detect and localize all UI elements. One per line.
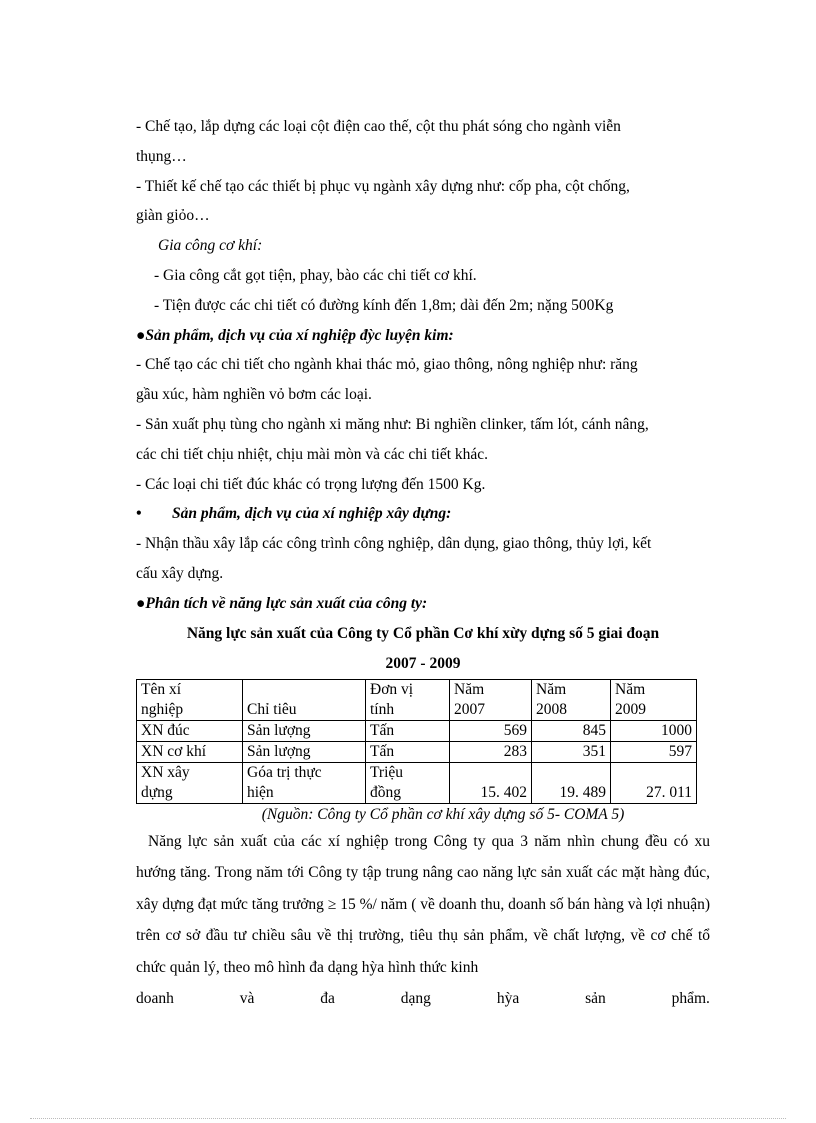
- table-row: [137, 720, 697, 741]
- table-cell: 283: [450, 741, 532, 762]
- text-line: các chi tiết chịu nhiệt, chịu mài mòn và các chi tiết khác.: [136, 445, 489, 463]
- section-heading-text: Sản phẩm, dịch vụ của xí nghiệp xây dựng:: [172, 505, 452, 523]
- word: hỳa: [496, 990, 520, 1008]
- bullet-icon: •: [136, 505, 142, 523]
- capacity-table: [136, 679, 697, 804]
- table-cell: 845: [532, 720, 611, 741]
- table-cell: XN đúc: [137, 720, 243, 741]
- text-line: - Chế tạo các chi tiết cho ngành khai thác mỏ, giao thông, nông nghiệp như: răng: [136, 356, 638, 374]
- word: phẩm.: [671, 990, 710, 1008]
- text-line: giàn giỏo…: [136, 207, 210, 225]
- table-caption: Năng lực sản xuất của Công ty Cổ phần Cơ khí xừy dựng số 5 giai đoạn: [186, 624, 660, 642]
- text-line: thụng…: [136, 147, 187, 165]
- text-line: - Gia công cắt gọt tiện, phay, bào các chi tiết cơ khí.: [154, 266, 477, 284]
- table-cell: Góa trị thực hiện: [243, 762, 366, 803]
- table-cell: Sản lượng: [243, 720, 366, 741]
- text-line: - Nhận thầu xây lắp các công trình công nghiệp, dân dụng, giao thông, thủy lợi, kết: [136, 535, 652, 553]
- header-cell: Tên xí nghiệp: [137, 679, 243, 720]
- table-cell: 15. 402: [450, 762, 532, 803]
- subheading: Gia công cơ khí:: [158, 237, 263, 255]
- table-cell: Triệu đồng: [366, 762, 450, 803]
- header-cell: Năm 2008: [532, 679, 611, 720]
- header-cell: Đơn vị tính: [366, 679, 450, 720]
- word: và: [239, 990, 255, 1008]
- document-page: [136, 112, 710, 1015]
- table-caption-years: 2007 - 2009: [385, 654, 461, 672]
- text-line: cấu xây dựng.: [136, 564, 224, 582]
- text-line: - Các loại chi tiết đúc khác có trọng lượng đến 1500 Kg.: [136, 475, 486, 493]
- table-cell: Tấn: [366, 741, 450, 762]
- table-cell: 597: [611, 741, 697, 762]
- header-cell: Chỉ tiêu: [243, 679, 366, 720]
- table-cell: 1000: [611, 720, 697, 741]
- table-cell: XN cơ khí: [137, 741, 243, 762]
- table-row: [137, 762, 697, 803]
- table-cell: Tấn: [366, 720, 450, 741]
- header-cell: Năm 2007: [450, 679, 532, 720]
- table-cell: 351: [532, 741, 611, 762]
- body-paragraph: Năng lực sản xuất của các xí nghiệp trong Công ty qua 3 năm nhìn chung đều có xu hướng tăng. Trong năm tới Công ty tập trung nâng cao năng lực sản xuất các mặt hàng đúc, xây dựng đạt mức tăng trưởng ≥ 15 %/ năm ( về doanh thu, doanh số bán hàng và lợi nhuận) trên cơ sở đầu tư chiều sâu về thị trường, tiêu thụ sản phẩm, về chất lượng, về cơ chế tổ chức quản lý, theo mô hình đa dạng hỳa hình thức kinh: [136, 832, 710, 976]
- table-source: (Nguồn: Công ty Cổ phần cơ khí xây dựng số 5- COMA 5): [261, 805, 625, 823]
- header-cell: Năm 2009: [611, 679, 697, 720]
- word: doanh: [136, 990, 174, 1008]
- word: dạng: [400, 990, 431, 1008]
- table-cell: XN xây dựng: [137, 762, 243, 803]
- text-line: gầu xúc, hàm nghiền vỏ bơm các loại.: [136, 386, 372, 404]
- text-line: - Chế tạo, lắp dựng các loại cột điện cao thế, cột thu phát sóng cho ngành viễn: [136, 118, 621, 135]
- table-header-row: [137, 679, 697, 720]
- text-line: - Sản xuất phụ tùng cho ngành xi măng như: Bi nghiền clinker, tấm lót, cánh nâng,: [136, 415, 649, 433]
- table-cell: Sản lượng: [243, 741, 366, 762]
- table-cell: 569: [450, 720, 532, 741]
- section-heading: [136, 499, 710, 529]
- text-line: - Thiết kế chế tạo các thiết bị phục vụ ngành xây dựng như: cốp pha, cột chống,: [136, 177, 630, 195]
- section-heading: ●Phân tích về năng lực sản xuất của công ty:: [136, 594, 428, 612]
- table-row: [137, 741, 697, 762]
- table-cell: 27. 011: [611, 762, 697, 803]
- section-heading: ●Sản phẩm, dịch vụ của xí nghiệp đỳc luyện kim:: [136, 326, 454, 344]
- page-bottom-rule: [30, 1118, 786, 1119]
- text-line: - Tiện được các chi tiết có đường kính đến 1,8m; dài đến 2m; nặng 500Kg: [154, 296, 614, 314]
- word: đa: [320, 990, 335, 1008]
- paragraph-last-line: [136, 983, 710, 1015]
- word: sản: [585, 990, 606, 1008]
- table-cell: 19. 489: [532, 762, 611, 803]
